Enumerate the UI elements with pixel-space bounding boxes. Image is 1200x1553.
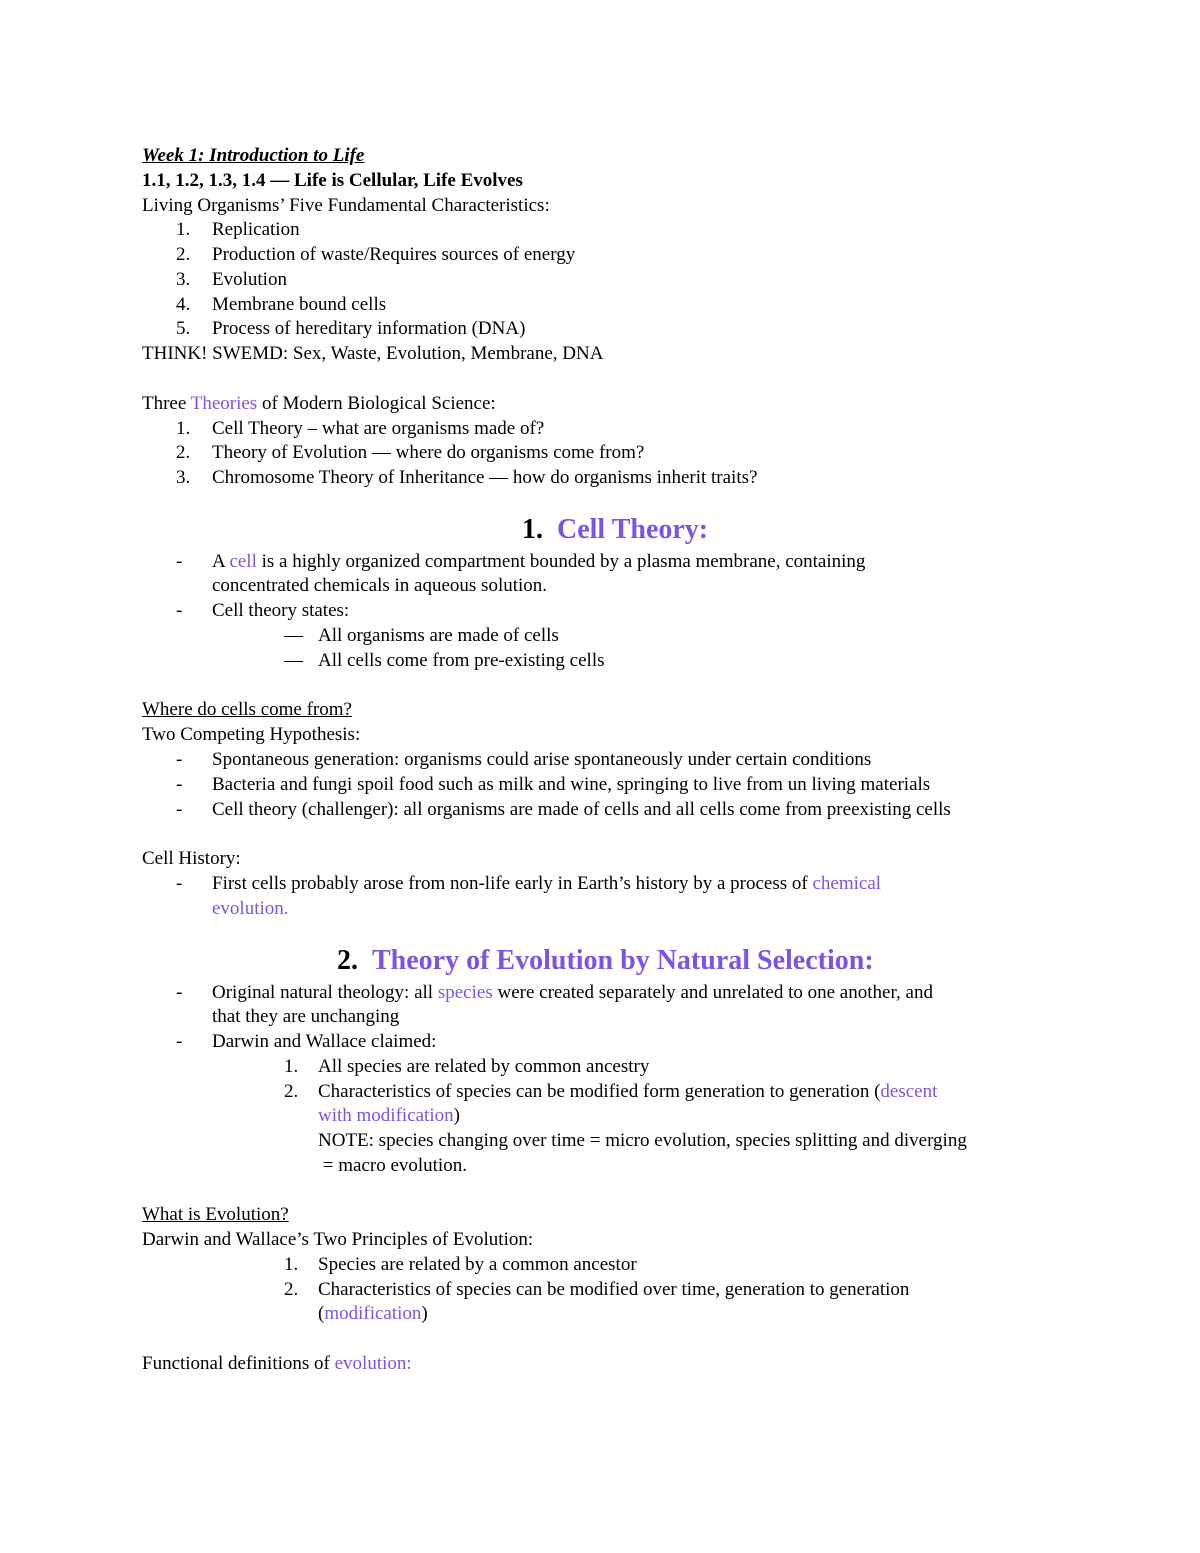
list-item: Process of hereditary information (DNA) xyxy=(212,318,526,339)
cell-term: cell xyxy=(229,551,257,572)
cell-history-label: Cell History: xyxy=(142,848,241,869)
bullet: - xyxy=(176,873,183,894)
hypothesis-item: Bacteria and fungi spoil food such as milk and wine, springing to live from un living materials xyxy=(212,774,931,795)
hypothesis-item: Spontaneous generation: organisms could arise spontaneously under certain conditions xyxy=(212,749,872,770)
bullet: - xyxy=(176,982,183,1003)
bullet: - xyxy=(176,551,183,572)
bullet: - xyxy=(176,799,183,820)
list-number: 2. xyxy=(284,1279,299,1300)
section-subtitle: 1.1, 1.2, 1.3, 1.4 — Life is Cellular, Life Evolves xyxy=(142,170,523,191)
theories-intro-post: of Modern Biological Science: xyxy=(257,393,496,414)
species-term: species xyxy=(437,982,493,1003)
cell-definition xyxy=(212,552,865,571)
cell-theory-heading xyxy=(522,516,708,544)
competing-hypothesis: Two Competing Hypothesis: xyxy=(142,724,361,745)
list-number: 1. xyxy=(176,219,191,240)
descent-term: descent xyxy=(880,1081,938,1102)
list-number: 1. xyxy=(284,1056,299,1077)
heading-number: 2. xyxy=(337,945,358,976)
note-line-cont: = macro evolution. xyxy=(318,1155,467,1176)
darwin-claimed: Darwin and Wallace claimed: xyxy=(212,1031,437,1052)
heading-text: Cell Theory: xyxy=(557,514,709,545)
sub-item: All cells come from pre-existing cells xyxy=(318,650,605,671)
modification-term: with modification xyxy=(318,1105,454,1126)
list-number: 1. xyxy=(176,418,191,439)
theories-intro-pre: Three xyxy=(142,393,191,414)
list-number: 5. xyxy=(176,318,191,339)
cell-history-item xyxy=(212,874,881,893)
list-item: Chromosome Theory of Inheritance — how do organisms inherit traits? xyxy=(212,467,758,488)
claim2-pre: Characteristics of species can be modified form generation to generation ( xyxy=(318,1081,881,1102)
cell-definition-pre: A xyxy=(212,551,230,572)
cell-definition-cont: concentrated chemicals in aqueous solution. xyxy=(212,575,548,596)
principle-item-cont xyxy=(318,1304,428,1323)
cell-definition-post: is a highly organized compartment bounded by a plasma membrane, containing xyxy=(256,551,866,572)
heading-text: Theory of Evolution by Natural Selection: xyxy=(372,945,874,976)
list-number: 1. xyxy=(284,1254,299,1275)
cell-theory-states: Cell theory states: xyxy=(212,600,350,621)
evolution-term: evolution. xyxy=(212,898,289,919)
theories-term: Theories xyxy=(190,393,258,414)
list-number: 4. xyxy=(176,294,191,315)
list-number: 2. xyxy=(284,1081,299,1102)
evolution-term: evolution: xyxy=(334,1353,412,1374)
paren-open: ( xyxy=(318,1303,325,1324)
theology-pre: Original natural theology: all xyxy=(212,982,438,1003)
bullet: - xyxy=(176,774,183,795)
sub-item: All organisms are made of cells xyxy=(318,625,559,646)
list-item: Evolution xyxy=(212,269,287,290)
hypothesis-item: Cell theory (challenger): all organisms are made of cells and all cells come from preexisting cells xyxy=(212,799,951,820)
list-number: 2. xyxy=(176,244,191,265)
characteristics-intro: Living Organisms’ Five Fundamental Characteristics: xyxy=(142,195,550,216)
functional-definitions xyxy=(142,1354,412,1373)
bullet: - xyxy=(176,600,183,621)
list-item: Theory of Evolution — where do organisms come from? xyxy=(212,442,645,463)
theology-post: were created separately and unrelated to one another, and xyxy=(492,982,933,1003)
claim-item: All species are related by common ancestry xyxy=(318,1056,650,1077)
list-item: Cell Theory – what are organisms made of? xyxy=(212,418,545,439)
dash: — xyxy=(284,625,303,646)
list-number: 2. xyxy=(176,442,191,463)
claim-item xyxy=(318,1082,937,1101)
list-item: Membrane bound cells xyxy=(212,294,387,315)
heading-number: 1. xyxy=(522,514,543,545)
chemical-term: chemical xyxy=(812,873,882,894)
claim2-post: ) xyxy=(453,1105,460,1126)
functional-pre: Functional definitions of xyxy=(142,1353,335,1374)
theories-intro xyxy=(142,394,496,413)
list-number: 3. xyxy=(176,467,191,488)
what-is-evolution-heading: What is Evolution? xyxy=(142,1204,289,1225)
theology-item xyxy=(212,983,933,1002)
where-cells-heading: Where do cells come from? xyxy=(142,699,352,720)
week-title: Week 1: Introduction to Life xyxy=(142,145,365,166)
paren-close: ) xyxy=(421,1303,428,1324)
bullet: - xyxy=(176,749,183,770)
principles-intro: Darwin and Wallace’s Two Principles of Evolution: xyxy=(142,1229,534,1250)
evolution-heading xyxy=(337,947,874,975)
dash: — xyxy=(284,650,303,671)
note-line: NOTE: species changing over time = micro evolution, species splitting and diverging xyxy=(318,1130,967,1151)
list-item: Replication xyxy=(212,219,300,240)
list-item: Production of waste/Requires sources of energy xyxy=(212,244,576,265)
mnemonic: THINK! SWEMD: Sex, Waste, Evolution, Membrane, DNA xyxy=(142,343,604,364)
principle-item: Species are related by a common ancestor xyxy=(318,1254,637,1275)
modification-term: modification xyxy=(324,1303,422,1324)
cell-history-pre: First cells probably arose from non-life early in Earth’s history by a process of xyxy=(212,873,813,894)
bullet: - xyxy=(176,1031,183,1052)
list-number: 3. xyxy=(176,269,191,290)
theology-cont: that they are unchanging xyxy=(212,1006,400,1027)
principle-item: Characteristics of species can be modified over time, generation to generation xyxy=(318,1279,910,1300)
claim-item-cont xyxy=(318,1106,460,1125)
